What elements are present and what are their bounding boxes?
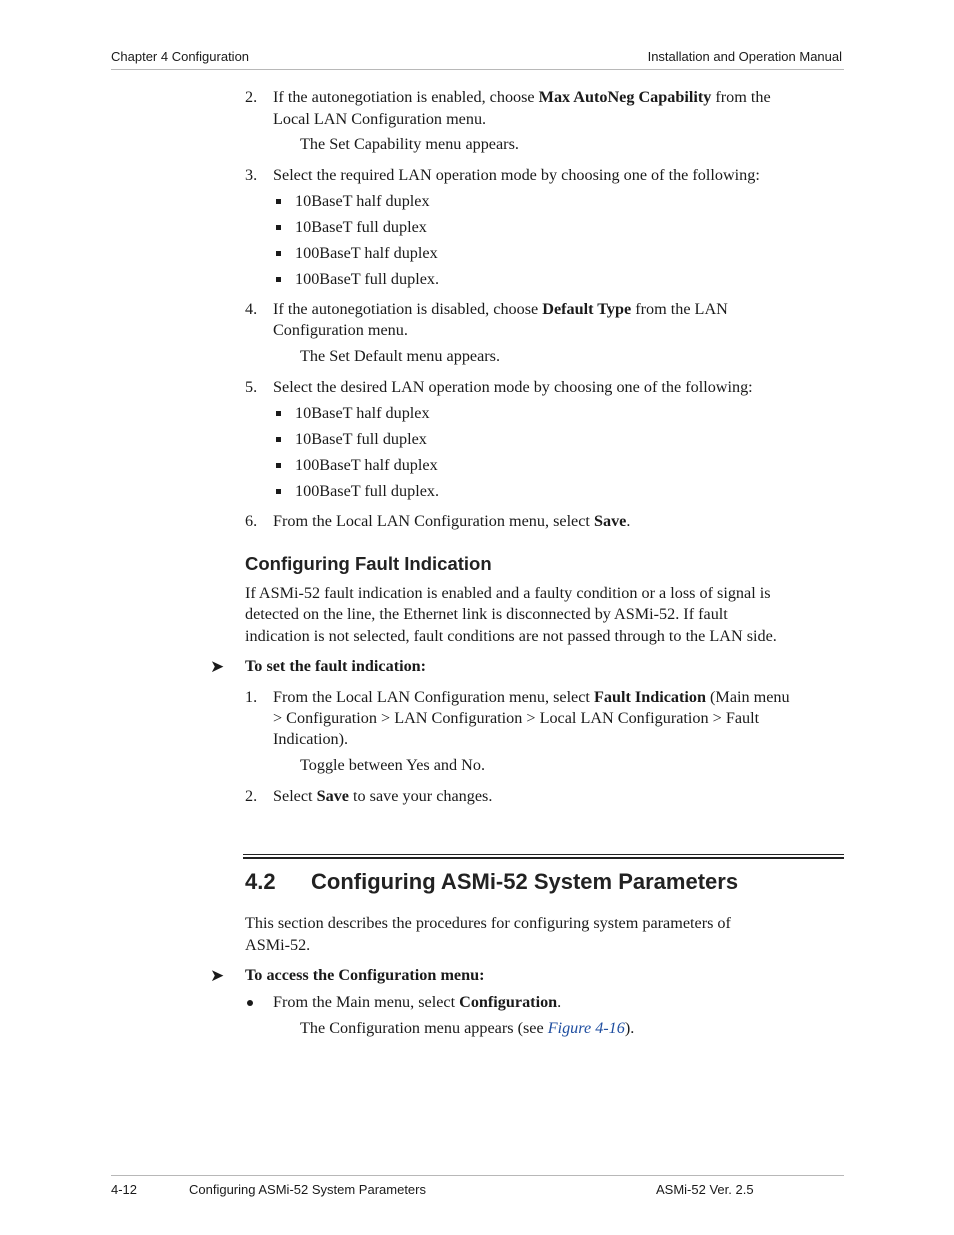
paragraph-line: ASMi-52. xyxy=(245,936,311,954)
section-title: Configuring ASMi-52 System Parameters xyxy=(311,869,739,894)
step-text: Select the required LAN operation mode by choosing one of the following: xyxy=(273,166,760,184)
section-rule xyxy=(243,854,844,855)
paragraph-line: This section describes the procedures for configuring system parameters of xyxy=(245,914,731,932)
step-text: Select the desired LAN operation mode by choosing one of the following: xyxy=(273,378,753,396)
step-text-cont: Local LAN Configuration menu. xyxy=(273,110,487,128)
step-text: If the autonegotiation is disabled, choose Default Type from the LAN xyxy=(273,300,728,318)
header-chapter: Chapter 4 Configuration xyxy=(111,49,250,64)
step-text-cont: > Configuration > LAN Configuration > Local LAN Configuration > Fault xyxy=(273,709,760,727)
footer-product: ASMi-52 Ver. 2.5 xyxy=(656,1182,754,1197)
step-text: From the Local LAN Configuration menu, select Fault Indication (Main menu xyxy=(273,688,790,706)
bullet-square xyxy=(276,411,281,416)
bullet-square xyxy=(276,199,281,204)
bullet-text: From the Main menu, select Configuration. xyxy=(273,993,562,1011)
section-number: 4.2 xyxy=(245,869,276,894)
footer-rule xyxy=(111,1175,844,1176)
step-text-cont: Indication). xyxy=(273,730,349,748)
step-text: If the autonegotiation is enabled, choose Max AutoNeg Capability from the xyxy=(273,88,771,106)
step-number: 2. xyxy=(245,787,258,805)
bullet-square xyxy=(276,489,281,494)
step-result: The Set Capability menu appears. xyxy=(300,135,519,153)
list-item: 100BaseT full duplex. xyxy=(295,270,440,288)
paragraph-line: detected on the line, the Ethernet link is disconnected by ASMi-52. If fault xyxy=(245,605,728,623)
step-result: The Configuration menu appears (see Figure 4-16). xyxy=(300,1019,635,1037)
step-number: 4. xyxy=(245,300,258,318)
step-text-cont: Configuration menu. xyxy=(273,321,408,339)
paragraph-line: If ASMi-52 fault indication is enabled and a faulty condition or a loss of signal is xyxy=(245,584,771,602)
header-rule xyxy=(111,69,844,70)
step-number: 6. xyxy=(245,512,258,530)
bullet-square xyxy=(276,277,281,282)
procedure-title: To access the Configuration menu: xyxy=(245,966,485,984)
list-item: 100BaseT full duplex. xyxy=(295,482,440,500)
subsection-heading: Configuring Fault Indication xyxy=(245,553,492,574)
list-item: 10BaseT full duplex xyxy=(295,430,427,448)
list-item: 100BaseT half duplex xyxy=(295,456,438,474)
list-item: 10BaseT full duplex xyxy=(295,218,427,236)
step-text: From the Local LAN Configuration menu, select Save. xyxy=(273,512,631,530)
bullet-square xyxy=(276,463,281,468)
list-item: 10BaseT half duplex xyxy=(295,192,430,210)
step-result: The Set Default menu appears. xyxy=(300,347,501,365)
bullet-dot xyxy=(247,1000,253,1006)
step-number: 3. xyxy=(245,166,258,184)
step-number: 2. xyxy=(245,88,258,106)
step-number: 5. xyxy=(245,378,258,396)
paragraph-line: indication is not selected, fault conditions are not passed through to the LAN side. xyxy=(245,627,777,645)
figure-link[interactable]: Figure 4-16 xyxy=(547,1019,625,1037)
section-rule xyxy=(243,857,844,859)
procedure-arrow-icon: ➤ xyxy=(210,657,225,676)
procedure-arrow-icon: ➤ xyxy=(210,966,225,985)
bullet-square xyxy=(276,251,281,256)
step-text: Select Save to save your changes. xyxy=(273,787,493,805)
procedure-title: To set the fault indication: xyxy=(245,657,427,675)
list-item: 100BaseT half duplex xyxy=(295,244,438,262)
bullet-square xyxy=(276,225,281,230)
list-item: 10BaseT half duplex xyxy=(295,404,430,422)
footer-page-number: 4-12 xyxy=(111,1182,138,1197)
step-number: 1. xyxy=(245,688,258,706)
bullet-square xyxy=(276,437,281,442)
footer-section: Configuring ASMi-52 System Parameters xyxy=(189,1182,426,1197)
step-result: Toggle between Yes and No. xyxy=(300,756,485,774)
header-manual: Installation and Operation Manual xyxy=(647,49,842,64)
